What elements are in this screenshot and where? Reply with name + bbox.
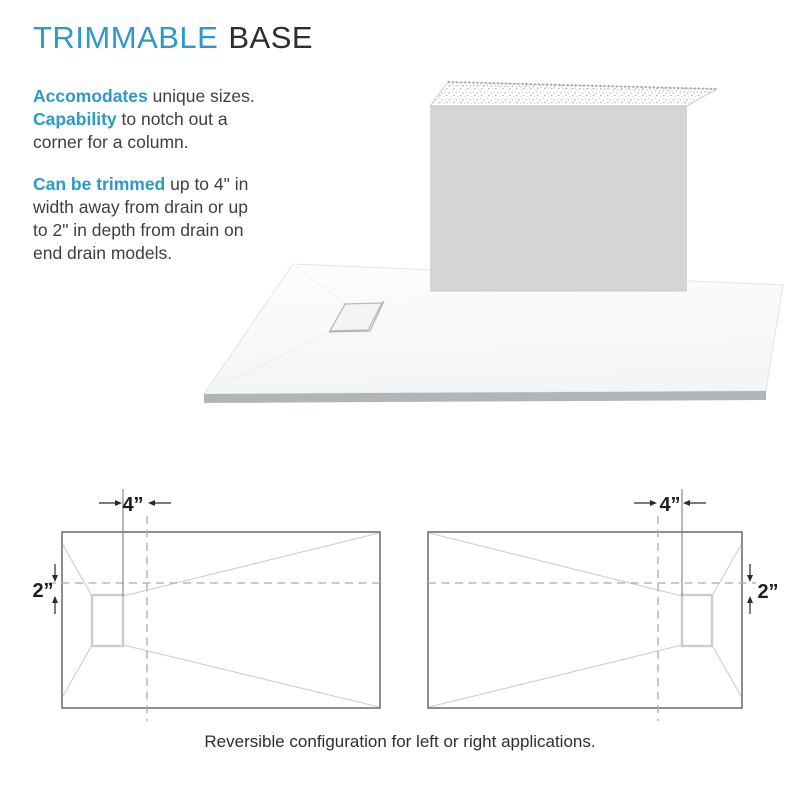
arrow-right-icon xyxy=(650,500,657,506)
body-text: corner for a column. xyxy=(33,132,189,152)
width-dimension-label: 4” xyxy=(122,494,144,516)
diagram-right-drain xyxy=(428,489,779,721)
highlight-text: Accomodates xyxy=(33,86,148,106)
arrow-left-icon xyxy=(683,500,690,506)
page-title xyxy=(33,20,313,56)
title-highlight: TRIMMABLE xyxy=(33,20,219,55)
highlight-text: Can be trimmed xyxy=(33,174,166,194)
trimmed-wall-block xyxy=(430,82,717,291)
depth-dimension-label: 2” xyxy=(757,581,779,603)
drain-outline xyxy=(682,595,712,646)
body-text: unique sizes. xyxy=(147,86,255,106)
width-dimension-label: 4” xyxy=(659,494,681,516)
depth-dimension-label: 2” xyxy=(32,580,54,602)
title-rest: BASE xyxy=(228,20,314,55)
arrow-right-icon xyxy=(115,500,122,506)
width-dimension xyxy=(634,494,706,516)
depth-dimension xyxy=(747,564,779,614)
width-dimension xyxy=(99,494,171,516)
block-front-face xyxy=(430,106,687,291)
highlight-text: Capability xyxy=(33,109,117,129)
depth-dimension xyxy=(32,564,58,614)
arrow-up-icon xyxy=(747,596,753,603)
arrow-left-icon xyxy=(148,500,155,506)
base-3d-illustration xyxy=(147,70,800,415)
body-text: to 2" in depth from drain on xyxy=(33,220,244,240)
trim-diagrams xyxy=(0,470,800,730)
arrow-down-icon xyxy=(747,575,753,582)
body-text: end drain models. xyxy=(33,243,173,263)
body-text: to notch out a xyxy=(116,109,228,129)
block-top-face xyxy=(430,82,717,106)
body-text: width away from drain or up xyxy=(33,197,248,217)
diagram-left-drain xyxy=(32,489,380,721)
caption: Reversible configuration for left or right applications. xyxy=(204,732,596,751)
drain-outline xyxy=(92,595,123,646)
body-text: up to 4" in xyxy=(165,174,249,194)
